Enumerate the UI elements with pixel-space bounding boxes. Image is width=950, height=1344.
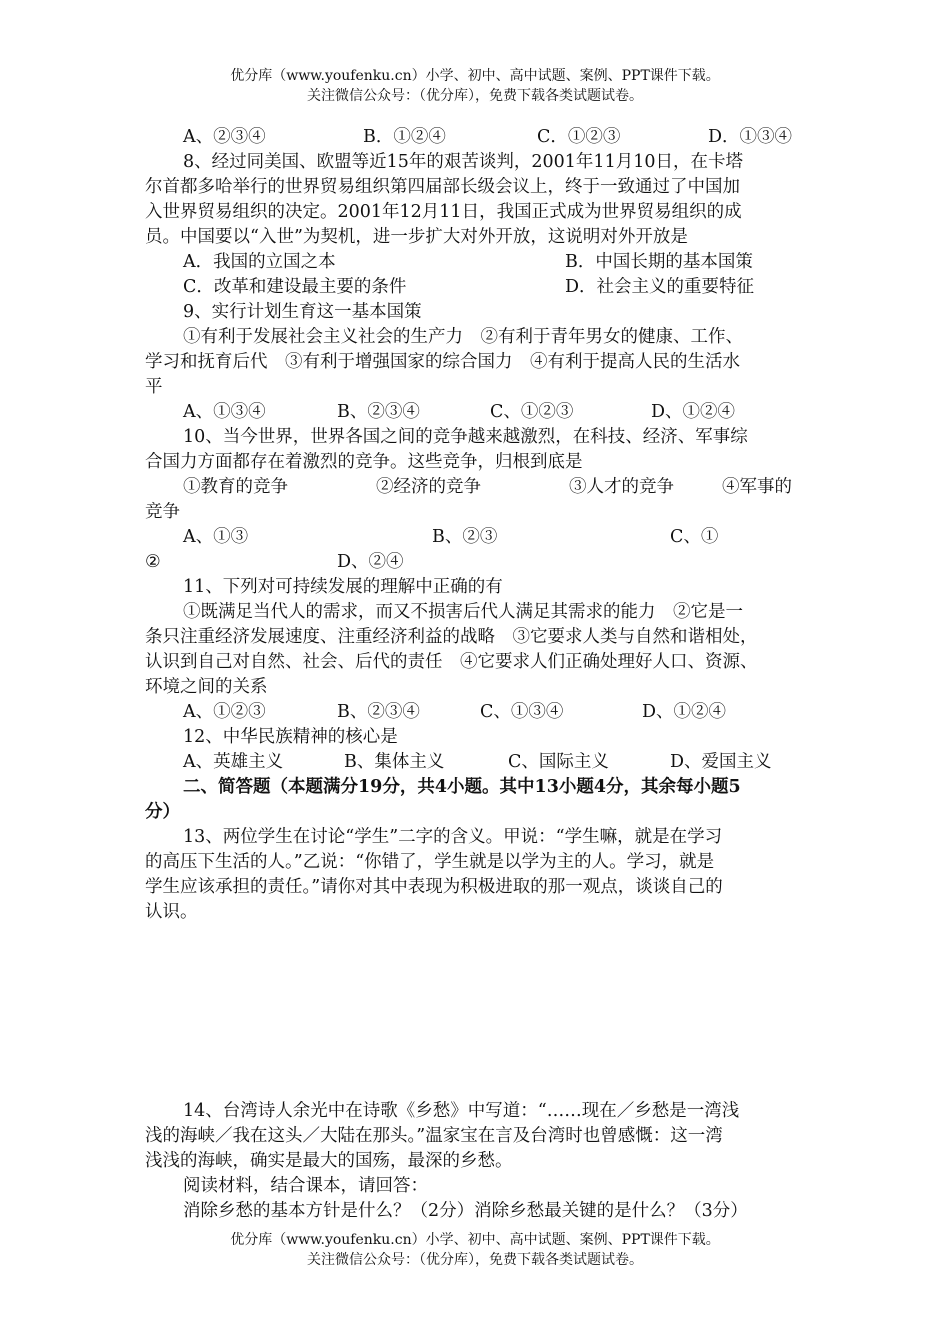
q11-text-3: 认识到自己对自然、社会、后代的责任 ④它要求人们正确处理好人口、资源、 [145,652,758,672]
page-header [0,66,950,106]
q9-line [0,374,950,400]
q8-line [0,149,950,175]
q8-line [0,174,950,200]
q8-line [0,224,950,250]
q9-option-c: C、①②③ [490,402,574,422]
page-footer [0,1230,950,1270]
q10-line [0,449,950,475]
q10-option-b: B、②③ [432,527,498,547]
q13-text-3: 学生应该承担的责任。”请你对其中表现为积极进取的那一观点，谈谈自己的 [145,877,723,897]
section-heading-text-2: 分） [145,802,180,822]
q7-option-d: D．①③④ [708,127,793,147]
q9-stem [0,299,950,325]
q13-text-1: 13、两位学生在讨论“学生”二字的含义。甲说：“学生嘛，就是在学习 [183,827,723,847]
q12-option-a: A、英雄主义 [183,752,284,772]
q11-option-c: C、①③④ [480,702,564,722]
q13-line [0,899,950,925]
q10-options-row-2 [0,549,950,575]
q14-text-3: 浅浅的海峡，确实是最大的国殇，最深的乡愁。 [145,1151,513,1171]
section-heading [0,799,950,825]
q13-line [0,849,950,875]
q9-line [0,349,950,375]
q9-text-3: 平 [145,377,163,397]
q11-text-4: 环境之间的关系 [145,677,268,697]
q12-option-c: C、国际主义 [508,752,609,772]
q9-line [0,324,950,350]
q12-options [0,749,950,775]
q10-item-2: ②经济的竞争 [376,477,481,497]
q10-text-2: 合国力方面都存在着激烈的竞争。这些竞争，归根到底是 [145,452,583,472]
q12-stem-text: 12、中华民族精神的核心是 [183,727,398,747]
q14-text-5: 消除乡愁的基本方针是什么？（2分）消除乡愁最关键的是什么？（3分） [183,1201,748,1221]
q14-line [0,1098,950,1124]
header-line-1: 优分库（www.youfenku.cn）小学、初中、高中试题、案例、PPT课件下载。 [230,68,720,84]
q11-option-b: B、②③④ [337,702,420,722]
q10-option-d: D、②④ [337,552,404,572]
q11-line [0,599,950,625]
q11-line [0,649,950,675]
q10-items [0,474,950,500]
q10-text-1: 10、当今世界，世界各国之间的竞争越来越激烈，在科技、经济、军事综 [183,427,748,447]
q10-item-3: ③人才的竞争 [569,477,674,497]
q8-option-c: C．改革和建设最主要的条件 [183,277,407,297]
q9-option-b: B、②③④ [337,402,420,422]
q11-option-d: D、①②④ [642,702,727,722]
q12-option-b: B、集体主义 [344,752,445,772]
q8-option-b: B．中国长期的基本国策 [565,252,753,272]
footer-line-1: 优分库（www.youfenku.cn）小学、初中、高中试题、案例、PPT课件下载。 [230,1232,720,1248]
q8-line [0,199,950,225]
q11-options [0,699,950,725]
q10-line [0,424,950,450]
q13-text-4: 认识。 [145,902,198,922]
q10-item-4-wrap: 竞争 [145,502,180,522]
q11-option-a: A、①②③ [183,702,266,722]
q9-text-2: 学习和抚育后代 ③有利于增强国家的综合国力 ④有利于提高人民的生活水 [145,352,740,372]
q10-options-row-1 [0,524,950,550]
q13-line [0,824,950,850]
q14-text-2: 浅的海峡／我在这头／大陆在那头。”温家宝在言及台湾时也曾感慨：这一湾 [145,1126,723,1146]
q14-text-1: 14、台湾诗人余光中在诗歌《乡愁》中写道：“……现在／乡愁是一湾浅 [183,1101,740,1121]
q11-text-1: ①既满足当代人的需求，而又不损害后代人满足其需求的能力 ②它是一 [183,602,743,622]
q9-option-a: A、①③④ [183,402,266,422]
q11-stem [0,574,950,600]
q14-line [0,1148,950,1174]
q9-stem-text: 9、实行计划生育这一基本国策 [183,302,422,322]
q8-options-row-2 [0,274,950,300]
q11-stem-text: 11、下列对可持续发展的理解中正确的有 [183,577,503,597]
q7-options [0,124,950,150]
q10-option-a: A、①③ [183,527,249,547]
section-heading [0,774,950,800]
q7-option-c: C．①②③ [537,127,621,147]
q14-text-4: 阅读材料，结合课本，请回答： [183,1176,428,1196]
q13-text-2: 的高压下生活的人。”乙说：“你错了，学生就是以学为主的人。学习，就是 [145,852,715,872]
q9-option-d: D、①②④ [651,402,736,422]
header-line-2: 关注微信公众号：（优分库），免费下载各类试题试卷。 [307,88,643,104]
q12-option-d: D、爱国主义 [670,752,772,772]
q10-items-wrap [0,499,950,525]
q11-text-2: 条只注重经济发展速度、注重经济利益的战略 ③它要求人类与自然和谐相处， [145,627,758,647]
q8-option-d: D．社会主义的重要特征 [565,277,755,297]
q10-item-1: ①教育的竞争 [183,477,288,497]
q7-option-a: A、②③④ [183,127,266,147]
footer-line-2: 关注微信公众号：（优分库），免费下载各类试题试卷。 [307,1252,643,1268]
q8-text-1: 8、经过同美国、欧盟等近15年的艰苦谈判，2001年11月10日，在卡塔 [183,152,743,172]
q13-line [0,874,950,900]
q8-text-2: 尔首都多哈举行的世界贸易组织第四届部长级会议上，终于一致通过了中国加 [145,177,740,197]
section-heading-text-1: 二、简答题（本题满分19分，共4小题。其中13小题4分，其余每小题5 [183,777,741,797]
q14-line [0,1123,950,1149]
q8-options-row-1 [0,249,950,275]
q11-line [0,674,950,700]
q10-option-c-wrap: ② [145,552,161,572]
q14-line [0,1198,950,1224]
q9-options [0,399,950,425]
q12-stem [0,724,950,750]
q9-text-1: ①有利于发展社会主义社会的生产力 ②有利于青年男女的健康、工作、 [183,327,743,347]
q11-line [0,624,950,650]
q10-option-c: C、① [670,527,719,547]
q14-line [0,1173,950,1199]
q10-item-4: ④军事的 [722,477,792,497]
q8-text-4: 员。中国要以“入世”为契机，进一步扩大对外开放，这说明对外开放是 [145,227,688,247]
q8-text-3: 入世界贸易组织的决定。2001年12月11日，我国正式成为世界贸易组织的成 [145,202,742,222]
q7-option-b: B．①②④ [363,127,446,147]
q8-option-a: A．我国的立国之本 [183,252,336,272]
